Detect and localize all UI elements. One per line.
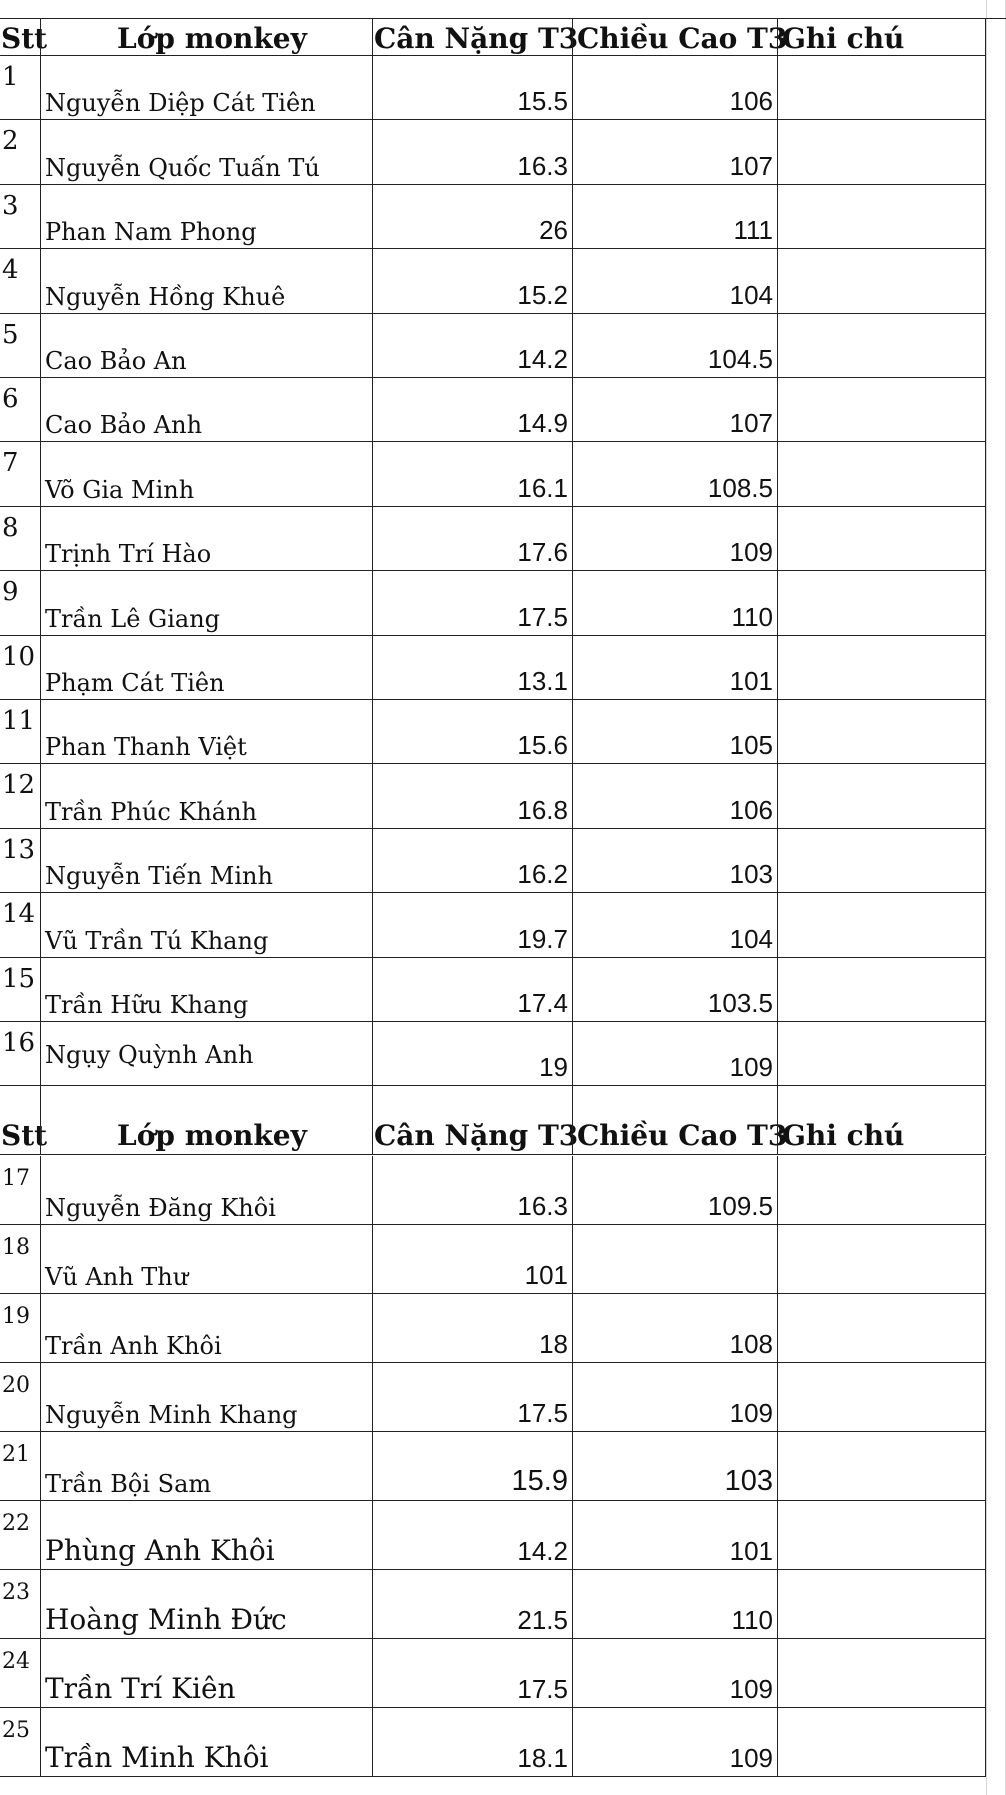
cell-note[interactable] [777, 1708, 986, 1777]
cell-stt[interactable] [0, 378, 40, 442]
header-row-2 [0, 1086, 1006, 1155]
cell-note[interactable] [777, 185, 986, 249]
name-text: Vũ Trần Tú Khang [45, 926, 269, 955]
weight-value: 14.2 [517, 1536, 568, 1566]
stt-text: 8 [2, 512, 19, 543]
cell-weight[interactable] [372, 636, 572, 700]
cell-stt[interactable] [0, 314, 40, 378]
weight-value: 101 [524, 1260, 568, 1290]
cell-weight[interactable] [372, 120, 572, 184]
stt-text: 9 [2, 577, 19, 608]
stt-text: 14 [2, 899, 36, 930]
stt-text: 16 [2, 1028, 36, 1058]
cell-stt[interactable] [0, 507, 40, 571]
cell-name[interactable] [40, 507, 372, 571]
cell-name[interactable] [40, 120, 372, 184]
cell-height[interactable] [572, 893, 777, 957]
cell-name[interactable] [40, 1363, 372, 1432]
table-row [0, 1022, 1006, 1086]
cell-weight[interactable] [372, 1639, 572, 1708]
height-value: 107 [729, 150, 773, 181]
cell-note[interactable] [777, 893, 986, 957]
table-row [0, 507, 1006, 571]
cell-note[interactable] [777, 1294, 986, 1363]
cell-height[interactable] [572, 1501, 777, 1570]
table-row [0, 1570, 1006, 1639]
cell-note[interactable] [777, 1432, 986, 1501]
name-text: Trịnh Trí Hào [45, 540, 212, 569]
weight-value: 18 [539, 1329, 568, 1359]
table-row [0, 378, 1006, 442]
stt-text: 20 [2, 1373, 30, 1398]
cell-name[interactable] [40, 185, 372, 249]
cell-weight[interactable] [372, 314, 572, 378]
cell-name[interactable] [40, 1639, 372, 1708]
table-row [0, 571, 1006, 635]
cell-stt[interactable] [0, 185, 40, 249]
cell-note[interactable] [777, 1363, 986, 1432]
height-value: 101 [729, 1536, 773, 1566]
cell-note[interactable] [777, 507, 986, 571]
name-text: Phạm Cát Tiên [45, 668, 225, 697]
height-value: 107 [729, 408, 773, 439]
header-class[interactable]: Lớp monkey [40, 1086, 372, 1155]
cell-name[interactable] [40, 442, 372, 506]
table-row [0, 1225, 1006, 1294]
name-text: Phùng Anh Khôi [45, 1534, 275, 1567]
cell-stt[interactable] [0, 1363, 40, 1432]
cell-stt[interactable] [0, 1432, 40, 1501]
cell-name[interactable] [40, 378, 372, 442]
weight-value: 14.9 [517, 408, 568, 439]
height-value: 104 [729, 279, 773, 310]
name-text: Nguyễn Đăng Khôi [45, 1194, 276, 1222]
cell-weight[interactable] [372, 829, 572, 893]
height-value: 105 [729, 730, 773, 761]
table-row [0, 314, 1006, 378]
weight-value: 16.3 [517, 150, 568, 181]
stt-text: 5 [2, 319, 19, 350]
weight-value: 15.2 [517, 279, 568, 310]
cell-stt[interactable] [0, 1639, 40, 1708]
cell-name[interactable] [40, 958, 372, 1022]
cell-stt[interactable] [0, 1501, 40, 1570]
cell-stt[interactable] [0, 700, 40, 764]
cell-weight[interactable] [372, 185, 572, 249]
weight-value: 15.6 [517, 730, 568, 761]
table-row [0, 120, 1006, 184]
weight-value: 21.5 [517, 1605, 568, 1635]
cell-name[interactable] [40, 1708, 372, 1777]
height-value: 109.5 [707, 1191, 773, 1221]
stt-text: 22 [2, 1511, 30, 1536]
name-text: Nguyễn Quốc Tuấn Tú [45, 153, 320, 182]
cell-stt[interactable] [0, 1022, 40, 1086]
height-value: 109 [729, 1052, 773, 1083]
cell-weight[interactable] [372, 1156, 572, 1225]
table-row [0, 1708, 1006, 1777]
table-row [0, 893, 1006, 957]
cell-height[interactable] [572, 442, 777, 506]
table-row [0, 1294, 1006, 1363]
cell-height[interactable] [572, 571, 777, 635]
name-text: Hoàng Minh Đức [45, 1603, 287, 1636]
height-value: 110 [731, 601, 773, 632]
header-height[interactable]: Chiều Cao T3 [572, 19, 777, 56]
header-height[interactable]: Chiều Cao T3 [572, 1086, 777, 1155]
height-value: 104.5 [707, 343, 773, 374]
weight-value: 17.4 [517, 987, 568, 1018]
cell-height[interactable] [572, 700, 777, 764]
stt-text: 4 [2, 255, 19, 286]
name-text: Trần Anh Khôi [45, 1332, 222, 1360]
cell-name[interactable] [40, 700, 372, 764]
stt-text: 12 [2, 770, 36, 801]
table-row [0, 185, 1006, 249]
table-row [0, 1363, 1006, 1432]
cell-note[interactable] [777, 1570, 986, 1639]
weight-value: 16.3 [517, 1191, 568, 1221]
height-value: 103.5 [707, 987, 773, 1018]
cell-name[interactable] [40, 249, 372, 313]
cell-weight[interactable] [372, 764, 572, 828]
height-value: 103 [729, 859, 773, 890]
cell-note[interactable] [777, 571, 986, 635]
height-value: 106 [729, 86, 773, 117]
cell-weight[interactable] [372, 1570, 572, 1639]
header-stt[interactable]: Stt [0, 19, 40, 56]
cell-weight[interactable] [372, 56, 572, 120]
weight-value: 13.1 [517, 665, 568, 696]
stt-text: 19 [2, 1304, 30, 1329]
cell-note[interactable] [777, 829, 986, 893]
stt-text: 24 [2, 1649, 30, 1674]
table-row [0, 56, 1006, 120]
cell-name[interactable] [40, 571, 372, 635]
weight-value: 14.2 [517, 343, 568, 374]
cell-height[interactable] [572, 1022, 777, 1086]
weight-value: 16.2 [517, 859, 568, 890]
header-weight[interactable]: Cân Nặng T3 [372, 19, 572, 56]
weight-value: 17.6 [517, 537, 568, 568]
cell-note[interactable] [777, 378, 986, 442]
cell-height[interactable] [572, 314, 777, 378]
stt-text: 3 [2, 190, 19, 221]
table-row [0, 1639, 1006, 1708]
height-value: 108.5 [707, 472, 773, 503]
name-text: Trần Phúc Khánh [45, 797, 258, 826]
header-row [0, 18, 1006, 56]
cell-name[interactable] [40, 56, 372, 120]
height-value: 101 [729, 665, 773, 696]
cell-height[interactable] [572, 764, 777, 828]
cell-weight[interactable] [372, 1501, 572, 1570]
cell-weight[interactable] [372, 1294, 572, 1363]
stt-text: 21 [2, 1442, 30, 1467]
cell-height[interactable] [572, 1156, 777, 1225]
cell-stt[interactable] [0, 56, 40, 120]
stt-text: 15 [2, 963, 36, 994]
table-row [0, 1432, 1006, 1501]
cell-name[interactable] [40, 314, 372, 378]
cell-height[interactable] [572, 1570, 777, 1639]
weight-value: 26 [539, 215, 568, 246]
table-row [0, 958, 1006, 1022]
cell-weight[interactable] [372, 1022, 572, 1086]
cell-stt[interactable] [0, 1570, 40, 1639]
table-row [0, 249, 1006, 313]
table-row [0, 700, 1006, 764]
cell-height[interactable] [572, 1432, 777, 1501]
cell-stt[interactable] [0, 442, 40, 506]
header-weight[interactable]: Cân Nặng T3 [372, 1086, 572, 1155]
cell-note[interactable] [777, 1501, 986, 1570]
weight-value: 15.5 [517, 86, 568, 117]
cell-stt[interactable] [0, 829, 40, 893]
weight-value: 19 [539, 1052, 568, 1083]
cell-name[interactable] [40, 1570, 372, 1639]
table-row [0, 442, 1006, 506]
cell-note[interactable] [777, 700, 986, 764]
height-value: 109 [729, 1674, 773, 1704]
name-text: Cao Bảo Anh [45, 411, 203, 440]
cell-note[interactable] [777, 314, 986, 378]
name-text: Nguyễn Diệp Cát Tiên [45, 89, 316, 118]
stt-text: 6 [2, 384, 19, 414]
cell-stt[interactable] [0, 764, 40, 828]
cell-stt[interactable] [0, 893, 40, 957]
cell-stt[interactable] [0, 958, 40, 1022]
height-value: 111 [733, 215, 773, 246]
table-row [0, 1156, 1006, 1225]
cell-height[interactable] [572, 829, 777, 893]
name-text: Trần Bội Sam [45, 1470, 212, 1498]
cell-name[interactable] [40, 829, 372, 893]
cell-note[interactable] [777, 1156, 986, 1225]
cell-note[interactable] [777, 764, 986, 828]
cell-weight[interactable] [372, 1363, 572, 1432]
cell-weight[interactable] [372, 442, 572, 506]
stt-text: 18 [2, 1235, 30, 1260]
cell-weight[interactable] [372, 1708, 572, 1777]
name-text: Võ Gia Minh [45, 475, 195, 504]
stt-text: 13 [2, 834, 36, 865]
cell-height[interactable] [572, 185, 777, 249]
cell-name[interactable] [40, 636, 372, 700]
cell-weight[interactable] [372, 700, 572, 764]
cell-height[interactable] [572, 120, 777, 184]
cell-height[interactable] [572, 1294, 777, 1363]
cell-weight[interactable] [372, 249, 572, 313]
weight-value: 16.1 [517, 472, 568, 503]
name-text: Cao Bảo An [45, 346, 187, 375]
cell-weight[interactable] [372, 1225, 572, 1294]
name-text: Trần Hữu Khang [45, 990, 249, 1019]
cell-height[interactable] [572, 1363, 777, 1432]
stt-text: 7 [2, 448, 19, 479]
name-text: Trần Trí Kiên [45, 1672, 236, 1705]
name-text: Trần Minh Khôi [45, 1741, 269, 1774]
cell-height[interactable] [572, 56, 777, 120]
cell-stt[interactable] [0, 571, 40, 635]
cell-note[interactable] [777, 442, 986, 506]
height-value: 103 [724, 1465, 773, 1497]
table-row [0, 1501, 1006, 1570]
cell-name[interactable] [40, 1022, 372, 1086]
cell-weight[interactable] [372, 958, 572, 1022]
weight-value: 17.5 [517, 1398, 568, 1428]
cell-name[interactable] [40, 1501, 372, 1570]
table-row [0, 764, 1006, 828]
cell-height[interactable] [572, 958, 777, 1022]
cell-stt[interactable] [0, 636, 40, 700]
header-note[interactable]: Ghi chú [777, 19, 986, 56]
cell-name[interactable] [40, 893, 372, 957]
stt-text: 2 [2, 126, 19, 157]
height-value: 109 [729, 1743, 773, 1773]
cell-height[interactable] [572, 378, 777, 442]
cell-weight[interactable] [372, 1432, 572, 1501]
cell-weight[interactable] [372, 378, 572, 442]
cell-weight[interactable] [372, 893, 572, 957]
header-stt[interactable]: Stt [0, 1086, 40, 1155]
cell-stt[interactable] [0, 249, 40, 313]
cell-note[interactable] [777, 636, 986, 700]
cell-height[interactable] [572, 507, 777, 571]
cell-height[interactable] [572, 1639, 777, 1708]
stt-text: 11 [2, 706, 36, 736]
cell-stt[interactable] [0, 1225, 40, 1294]
stt-text: 17 [2, 1166, 30, 1191]
cell-height[interactable] [572, 1708, 777, 1777]
name-text: Vũ Anh Thư [45, 1263, 189, 1291]
cell-note[interactable] [777, 1022, 986, 1086]
cell-height[interactable] [572, 1225, 777, 1294]
name-text: Nguyễn Hồng Khuê [45, 282, 286, 311]
cell-height[interactable] [572, 249, 777, 313]
cell-note[interactable] [777, 958, 986, 1022]
name-text: Nguyễn Tiến Minh [45, 862, 273, 891]
height-value: 110 [731, 1605, 773, 1635]
height-value: 104 [729, 923, 773, 954]
cell-name[interactable] [40, 1432, 372, 1501]
table-row [0, 636, 1006, 700]
name-text: Phan Thanh Việt [45, 733, 247, 762]
cell-height[interactable] [572, 636, 777, 700]
header-note[interactable]: Ghi chú [777, 1086, 986, 1155]
cell-stt[interactable] [0, 1708, 40, 1777]
cell-name[interactable] [40, 1225, 372, 1294]
table-row [0, 829, 1006, 893]
stt-text: 25 [2, 1718, 30, 1743]
name-text: Ngụy Quỳnh Anh [45, 1041, 254, 1070]
cell-stt[interactable] [0, 1156, 40, 1225]
cell-stt[interactable] [0, 1294, 40, 1363]
cell-weight[interactable] [372, 507, 572, 571]
stt-text: 1 [2, 62, 19, 92]
cell-name[interactable] [40, 764, 372, 828]
height-value: 109 [729, 537, 773, 568]
height-value: 109 [729, 1398, 773, 1428]
height-value: 108 [729, 1329, 773, 1359]
cell-note[interactable] [777, 120, 986, 184]
cell-note[interactable] [777, 249, 986, 313]
weight-value: 17.5 [517, 601, 568, 632]
cell-name[interactable] [40, 1294, 372, 1363]
name-text: Trần Lê Giang [45, 604, 221, 633]
weight-value: 18.1 [517, 1743, 568, 1773]
name-text: Nguyễn Minh Khang [45, 1401, 298, 1429]
stt-text: 10 [2, 641, 36, 672]
weight-value: 15.9 [511, 1465, 568, 1497]
weight-value: 17.5 [517, 1674, 568, 1704]
cell-note[interactable] [777, 56, 986, 120]
stt-text: 23 [2, 1580, 30, 1605]
cell-weight[interactable] [372, 571, 572, 635]
height-value: 106 [729, 794, 773, 825]
weight-value: 19.7 [517, 923, 568, 954]
weight-value: 16.8 [517, 794, 568, 825]
cell-note[interactable] [777, 1639, 986, 1708]
name-text: Phan Nam Phong [45, 218, 257, 247]
header-class[interactable]: Lớp monkey [40, 19, 372, 56]
cell-stt[interactable] [0, 120, 40, 184]
cell-name[interactable] [40, 1156, 372, 1225]
cell-note[interactable] [777, 1225, 986, 1294]
